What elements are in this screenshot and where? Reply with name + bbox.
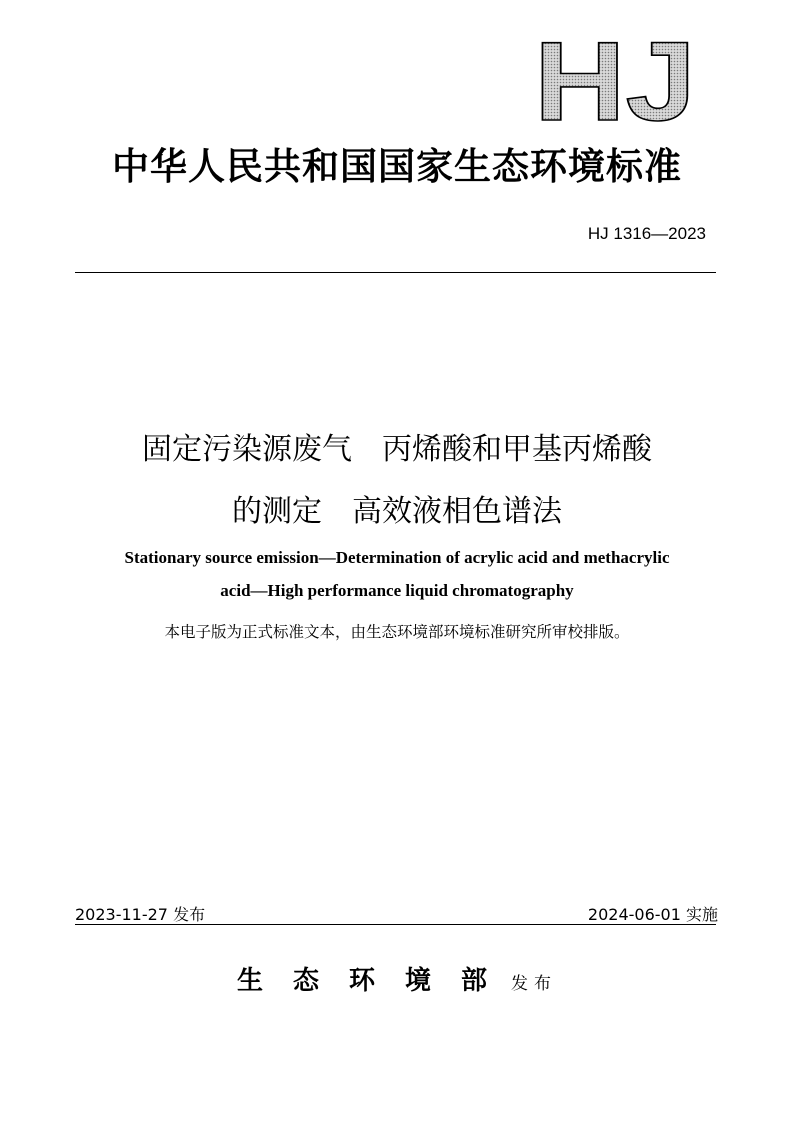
top-divider (75, 272, 716, 273)
title-zh-line-1: 固定污染源废气 丙烯酸和甲基丙烯酸 (142, 432, 652, 467)
publisher-line (0, 960, 794, 997)
issue-date: 2023-11-27 发布 (75, 905, 206, 924)
hj-logo-text: HJ (534, 36, 696, 124)
standard-number: HJ 1316—2023 (587, 224, 706, 243)
edition-note: 本电子版为正式标准文本，由生态环境部环境标准研究所审校排版。 (164, 623, 630, 641)
publisher-suffix: 发布 (511, 974, 557, 994)
title-en-line-1: Stationary source emission—Determination of acrylic acid and methacrylic (124, 548, 670, 567)
effective-date: 2024-06-01 实施 (587, 905, 718, 924)
bottom-divider (75, 924, 716, 925)
publisher-name: 生态环境部 (236, 966, 517, 996)
title-zh-line-2: 的测定 高效液相色谱法 (232, 494, 562, 529)
organization-title: 中华人民共和国国家生态环境标准 (112, 145, 682, 188)
title-en-line-2: acid—High performance liquid chromatography (220, 581, 574, 600)
hj-logo (532, 36, 698, 124)
